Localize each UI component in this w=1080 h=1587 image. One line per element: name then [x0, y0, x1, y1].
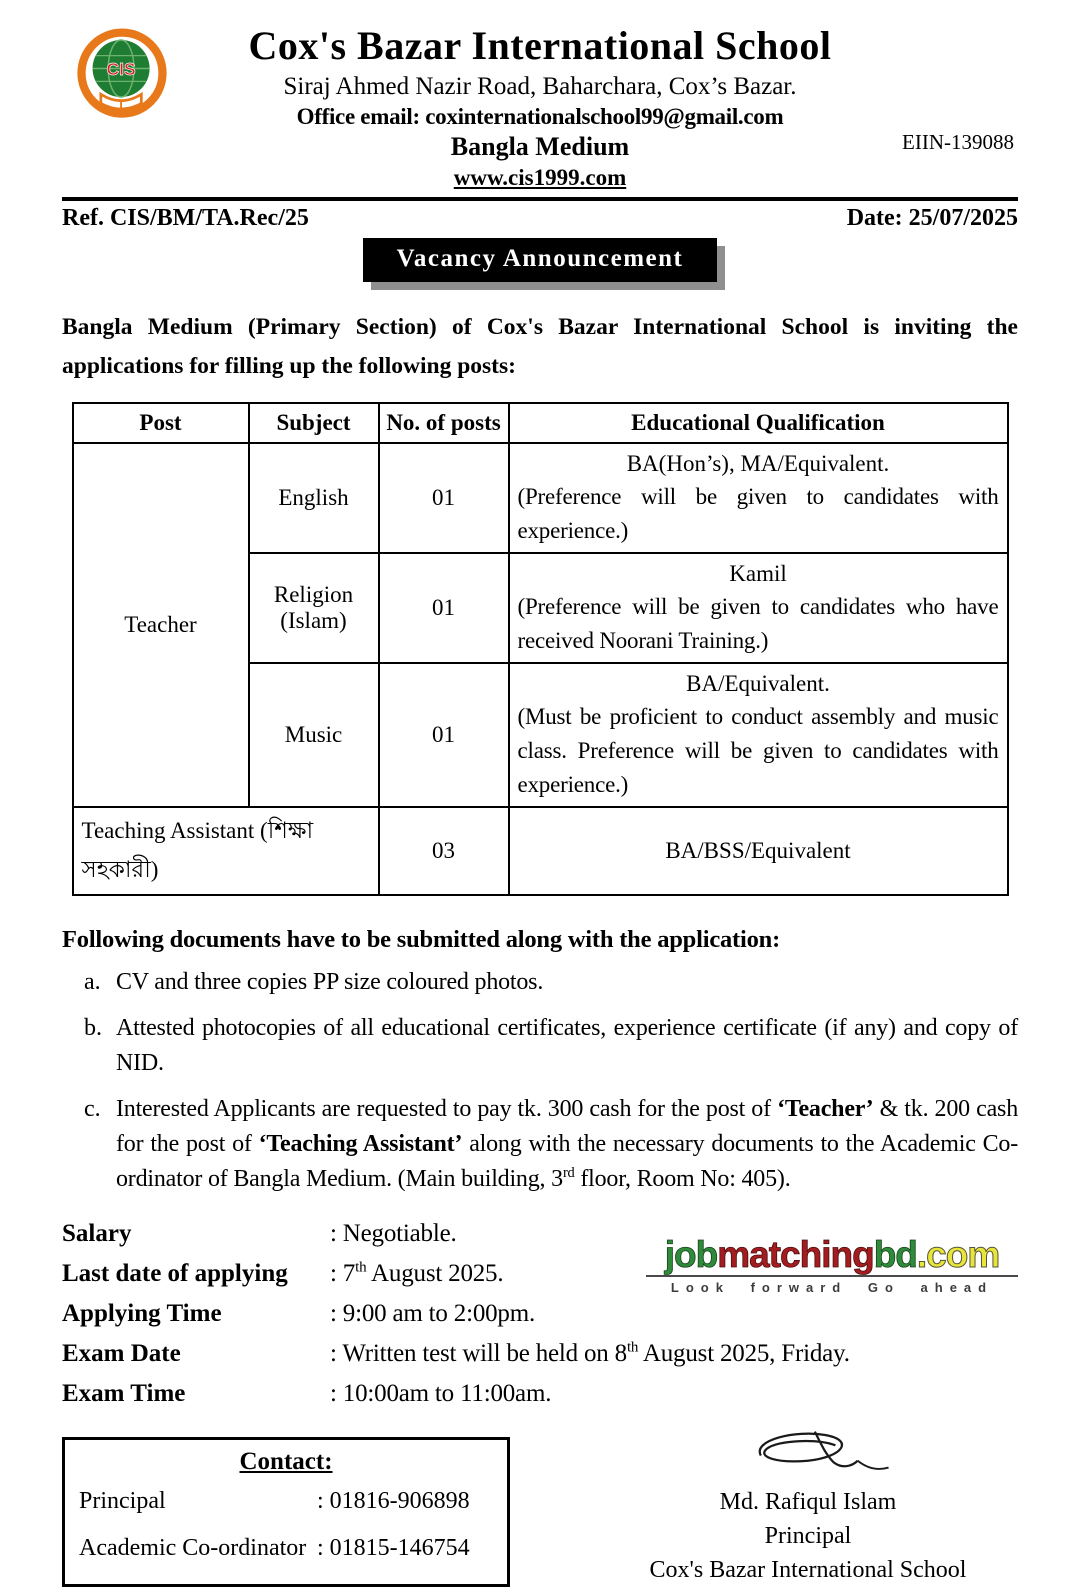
header-subject: Subject [249, 403, 379, 443]
signatory-org: Cox's Bazar International School [649, 1557, 967, 1583]
post-teaching-assistant: Teaching Assistant (শিক্ষা সহকারী) [73, 807, 379, 895]
posts-religion: 01 [379, 553, 509, 663]
contact-label: Academic Co-ordinator [79, 1535, 307, 1561]
qual-teaching-assistant: BA/BSS/Equivalent [509, 807, 1008, 895]
list-text [116, 1092, 1018, 1197]
contact-label: Principal [79, 1488, 166, 1514]
medium-label: Bangla Medium [450, 132, 630, 161]
signature-block [598, 1423, 1018, 1587]
contact-phone: : 01816-906898 [317, 1488, 470, 1514]
website-link[interactable]: www.cis1999.com [453, 165, 627, 190]
info-label: Salary [62, 1220, 132, 1247]
school-logo-icon [74, 28, 170, 120]
jm-tagline: Look forward Go ahead [646, 1275, 1018, 1295]
contact-row-coordinator [79, 1535, 493, 1562]
jm-matching: matching [717, 1234, 874, 1275]
list-text: Attested photocopies of all educational certificates, experience certificate (if any) and copy of NID. [116, 1015, 1018, 1076]
item-c-part1: Interested Applicants are requested to pay tk. 300 cash for the post of [116, 1096, 778, 1122]
school-address: Siraj Ahmed Nazir Road, Baharchara, Cox’s Bazar. [283, 73, 797, 100]
subject-music: Music [249, 663, 379, 807]
jobmatchingbd-logo [646, 1234, 1018, 1295]
table-header-row [73, 403, 1008, 443]
signature-icon [598, 1423, 1018, 1485]
qual-music [509, 663, 1008, 807]
header-qualification: Educational Qualification [509, 403, 1008, 443]
posts-teaching-assistant: 03 [379, 807, 509, 895]
intro-paragraph: Bangla Medium (Primary Section) of Cox's Bazar International School is inviting the applications for filling up the following posts: [62, 314, 1018, 379]
contact-row-principal [79, 1488, 493, 1515]
list-item-c [62, 1092, 1018, 1197]
qual-music-line2: (Must be proficient to conduct assembly and music class. Preference will be given to candidates with experience.) [517, 704, 999, 797]
qual-religion [509, 553, 1008, 663]
list-marker: b. [84, 1015, 102, 1041]
info-label: Applying Time [62, 1300, 222, 1327]
contact-title: Contact: [239, 1448, 333, 1475]
subject-religion: Religion (Islam) [249, 553, 379, 663]
list-marker: c. [84, 1096, 101, 1122]
banner-wrap [62, 238, 1018, 282]
documents-heading: Following documents have to be submitted along with the application: [62, 926, 781, 953]
qual-religion-line2: (Preference will be given to candidates who have received Noorani Training.) [517, 594, 999, 653]
jm-dotcom: .com [916, 1234, 1000, 1275]
qual-english-line1: BA(Hon’s), MA/Equivalent. [626, 451, 890, 476]
jm-job: job [664, 1234, 718, 1275]
info-label: Exam Date [62, 1340, 181, 1367]
jobmatchingbd-wordmark [646, 1234, 1018, 1275]
info-label: Exam Time [62, 1380, 186, 1407]
signatory-name: Md. Rafiqul Islam [719, 1489, 897, 1515]
info-section [62, 1219, 1018, 1409]
website-line [62, 165, 1018, 191]
item-c-bold-teacher: ‘Teacher’ [777, 1096, 874, 1122]
info-value: : 9:00 am to 2:00pm. [330, 1300, 536, 1327]
office-email: Office email: coxinternationalschool99@gmail.com [296, 104, 784, 129]
ref-date-row [62, 205, 1018, 232]
info-label: Last date of applying [62, 1260, 288, 1287]
item-c-ordinal: rd [562, 1165, 575, 1181]
header-divider [62, 197, 1018, 201]
qual-english-line2: (Preference will be given to candidates with experience.) [517, 484, 999, 543]
subject-english: English [249, 443, 379, 553]
ref-number: Ref. CIS/BM/TA.Rec/25 [62, 205, 309, 231]
item-c-part2: & tk. 200 cash for the post of [116, 1096, 1018, 1157]
info-row-applying-time [62, 1299, 1018, 1329]
list-item-a [62, 965, 1018, 1000]
info-value: : 7th August 2025. [330, 1259, 504, 1287]
posts-music: 01 [379, 663, 509, 807]
qual-music-line1: BA/Equivalent. [686, 671, 830, 696]
jm-bd: bd [873, 1234, 917, 1275]
contact-box [62, 1437, 510, 1587]
list-text: CV and three copies PP size coloured photos. [116, 969, 544, 995]
date: Date: 25/07/2025 [846, 205, 1018, 231]
qual-religion-line1: Kamil [729, 561, 787, 586]
table-row [73, 807, 1008, 895]
vacancy-table [72, 402, 1009, 896]
info-value: : Written test will be held on 8th August 2025, Friday. [330, 1339, 850, 1367]
info-value: : Negotiable. [330, 1220, 457, 1247]
header-no-of-posts: No. of posts [379, 403, 509, 443]
svg-text:CIS: CIS [106, 58, 136, 79]
list-marker: a. [84, 969, 101, 995]
header-post: Post [73, 403, 249, 443]
info-row-exam-date [62, 1339, 1018, 1369]
list-item-b [62, 1011, 1018, 1081]
contact-phone: : 01815-146754 [317, 1535, 470, 1561]
school-name: Cox's Bazar International School [248, 23, 832, 68]
item-c-part3: along with the necessary documents to the Academic Co-ordinator of Bangla Medium. (Main building, 3 [116, 1131, 1018, 1192]
item-c-part4: floor, Room No: 405). [574, 1166, 791, 1192]
signatory-title: Principal [764, 1523, 852, 1549]
vacancy-announcement-banner: Vacancy Announcement [363, 238, 718, 282]
eiin-number: EIIN-139088 [902, 130, 1014, 154]
table-row [73, 443, 1008, 553]
post-teacher: Teacher [73, 443, 249, 807]
info-row-exam-time [62, 1379, 1018, 1409]
letterhead [62, 22, 1018, 201]
qual-english [509, 443, 1008, 553]
bottom-section [62, 1437, 1018, 1587]
info-value: : 10:00am to 11:00am. [330, 1380, 552, 1407]
item-c-bold-assistant: ‘Teaching Assistant’ [258, 1131, 463, 1157]
posts-english: 01 [379, 443, 509, 553]
